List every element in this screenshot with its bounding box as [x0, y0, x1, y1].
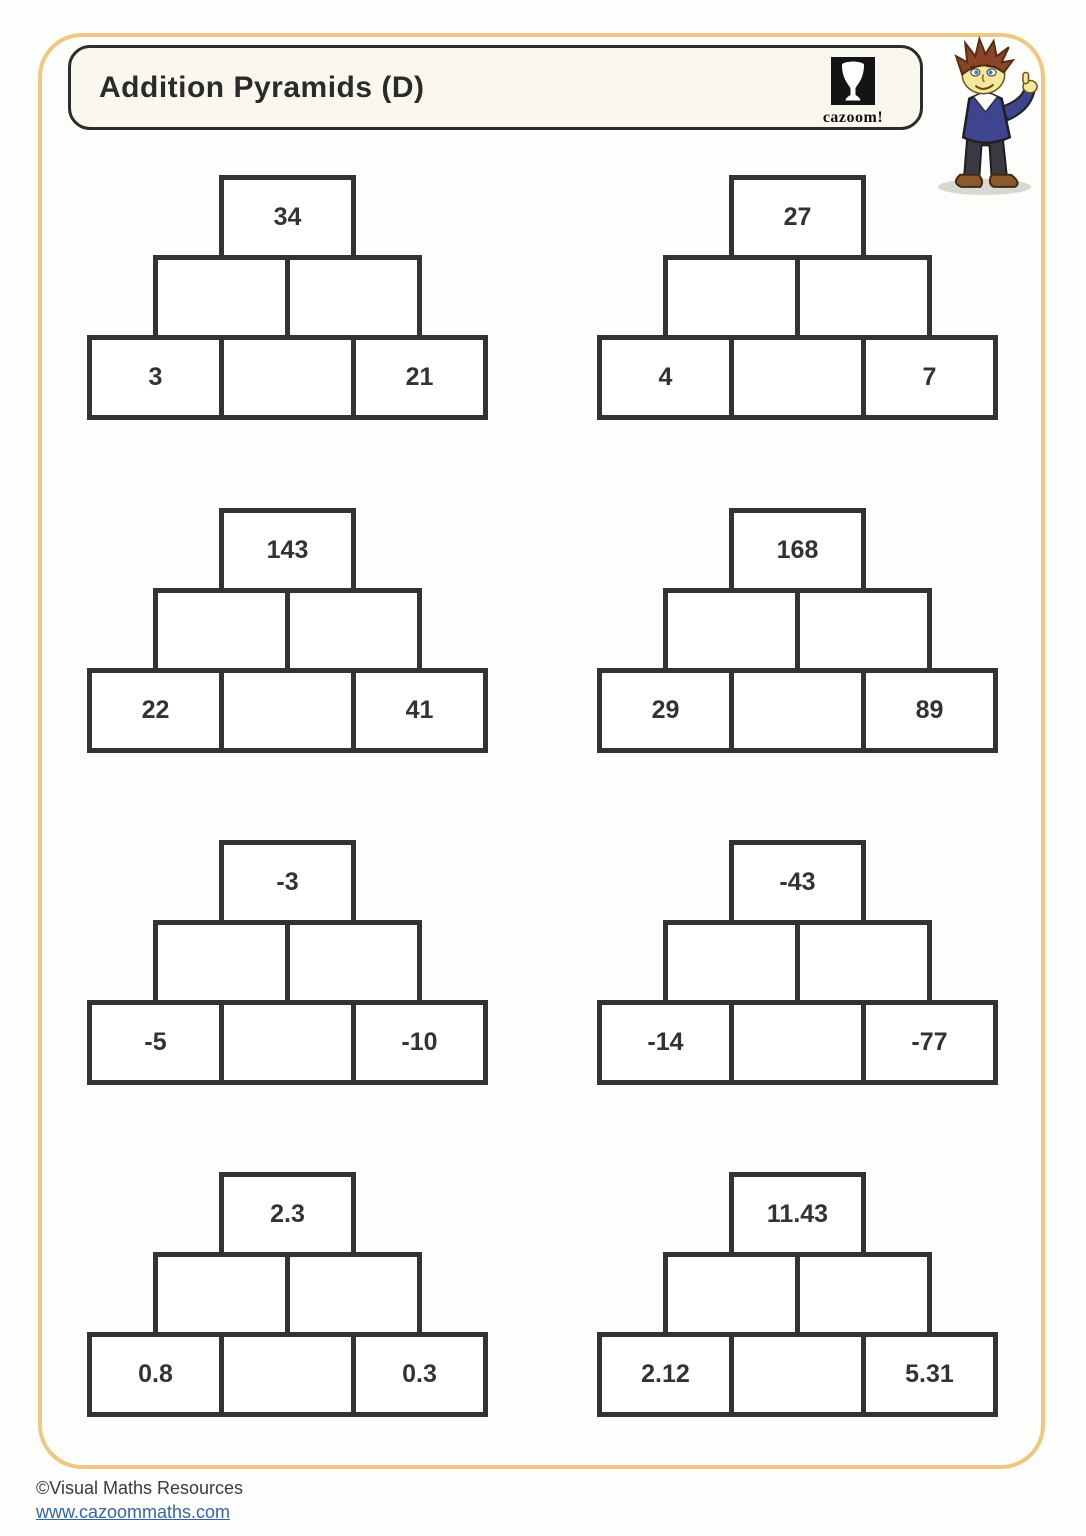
addition-pyramid-1 [87, 175, 488, 420]
pyramid-cell [153, 588, 290, 673]
pyramid-cell [219, 1000, 356, 1085]
pyramid-cell [663, 920, 800, 1005]
pyramid-cell: 7 [861, 335, 998, 420]
pyramid-cell: -43 [729, 840, 866, 925]
pyramid-row-middle [153, 1252, 422, 1337]
pyramid-row-bottom [87, 668, 488, 753]
pyramid-cell [153, 1252, 290, 1337]
pyramid-row-top [729, 1172, 866, 1257]
pyramid-row-bottom [597, 1000, 998, 1085]
pyramid-cell: 27 [729, 175, 866, 260]
pyramid-cell [795, 255, 932, 340]
pyramid-cell: -77 [861, 1000, 998, 1085]
page-title: Addition Pyramids (D) [99, 70, 425, 104]
pyramid-row-top [729, 508, 866, 593]
addition-pyramid-4 [597, 508, 998, 753]
addition-pyramid-5 [87, 840, 488, 1085]
pyramid-row-top [219, 840, 356, 925]
pyramid-cell: 3 [87, 335, 224, 420]
cazoommaths-link[interactable]: www.cazoommaths.com [36, 1502, 231, 1522]
pyramid-cell: 34 [219, 175, 356, 260]
addition-pyramid-6 [597, 840, 998, 1085]
cazoom-goblet-icon [831, 57, 875, 105]
pyramid-cell: 89 [861, 668, 998, 753]
copyright-text: ©Visual Maths Resources [36, 1478, 244, 1498]
pyramid-cell [285, 255, 422, 340]
pyramid-cell [153, 255, 290, 340]
pyramid-cell: 4 [597, 335, 734, 420]
pyramid-cell: 41 [351, 668, 488, 753]
pyramid-row-top [729, 840, 866, 925]
pyramid-cell [285, 588, 422, 673]
cazoom-brand-label: cazoom! [822, 109, 884, 126]
pyramid-cell: 168 [729, 508, 866, 593]
mascot-boy-illustration [928, 36, 1046, 198]
pyramid-cell: 11.43 [729, 1172, 866, 1257]
pyramid-cell [795, 1252, 932, 1337]
pyramid-cell [285, 920, 422, 1005]
pyramid-cell: -5 [87, 1000, 224, 1085]
pyramid-row-bottom [597, 668, 998, 753]
pyramid-row-middle [153, 920, 422, 1005]
pyramid-row-middle [663, 255, 932, 340]
pyramid-cell: -10 [351, 1000, 488, 1085]
pyramid-cell: 22 [87, 668, 224, 753]
pyramid-cell [729, 668, 866, 753]
pyramid-cell: 0.8 [87, 1332, 224, 1417]
addition-pyramid-2 [597, 175, 998, 420]
pyramid-cell: 0.3 [351, 1332, 488, 1417]
pyramid-cell: 5.31 [861, 1332, 998, 1417]
pyramid-cell: 29 [597, 668, 734, 753]
pyramid-cell: -3 [219, 840, 356, 925]
pyramid-cell [663, 1252, 800, 1337]
page-footer [36, 1476, 243, 1524]
pyramid-cell [219, 668, 356, 753]
pyramid-row-top [219, 1172, 356, 1257]
pyramid-row-bottom [87, 1332, 488, 1417]
pyramid-cell [285, 1252, 422, 1337]
pyramid-cell [729, 1000, 866, 1085]
pyramid-cell: -14 [597, 1000, 734, 1085]
pyramid-row-bottom [87, 1000, 488, 1085]
pyramid-cell [729, 335, 866, 420]
addition-pyramid-8 [597, 1172, 998, 1417]
pyramid-row-top [729, 175, 866, 260]
pyramid-row-middle [663, 588, 932, 673]
pyramid-row-middle [663, 1252, 932, 1337]
pyramid-cell [795, 920, 932, 1005]
pyramid-cell [219, 335, 356, 420]
pyramid-row-middle [153, 255, 422, 340]
worksheet-header [68, 45, 923, 130]
pyramid-row-bottom [597, 1332, 998, 1417]
addition-pyramid-7 [87, 1172, 488, 1417]
pyramid-row-top [219, 508, 356, 593]
pyramid-cell: 2.3 [219, 1172, 356, 1257]
pyramid-row-top [219, 175, 356, 260]
pyramid-cell [663, 255, 800, 340]
pyramid-cell [153, 920, 290, 1005]
pyramid-cell [663, 588, 800, 673]
pyramid-row-middle [153, 588, 422, 673]
pyramid-row-bottom [597, 335, 998, 420]
cazoom-logo [808, 57, 898, 127]
pyramid-row-middle [663, 920, 932, 1005]
pyramid-row-bottom [87, 335, 488, 420]
pyramid-cell: 21 [351, 335, 488, 420]
pyramid-cell: 143 [219, 508, 356, 593]
pyramid-cell: 2.12 [597, 1332, 734, 1417]
pyramid-cell [219, 1332, 356, 1417]
pyramid-cell [729, 1332, 866, 1417]
pyramid-cell [795, 588, 932, 673]
addition-pyramid-3 [87, 508, 488, 753]
